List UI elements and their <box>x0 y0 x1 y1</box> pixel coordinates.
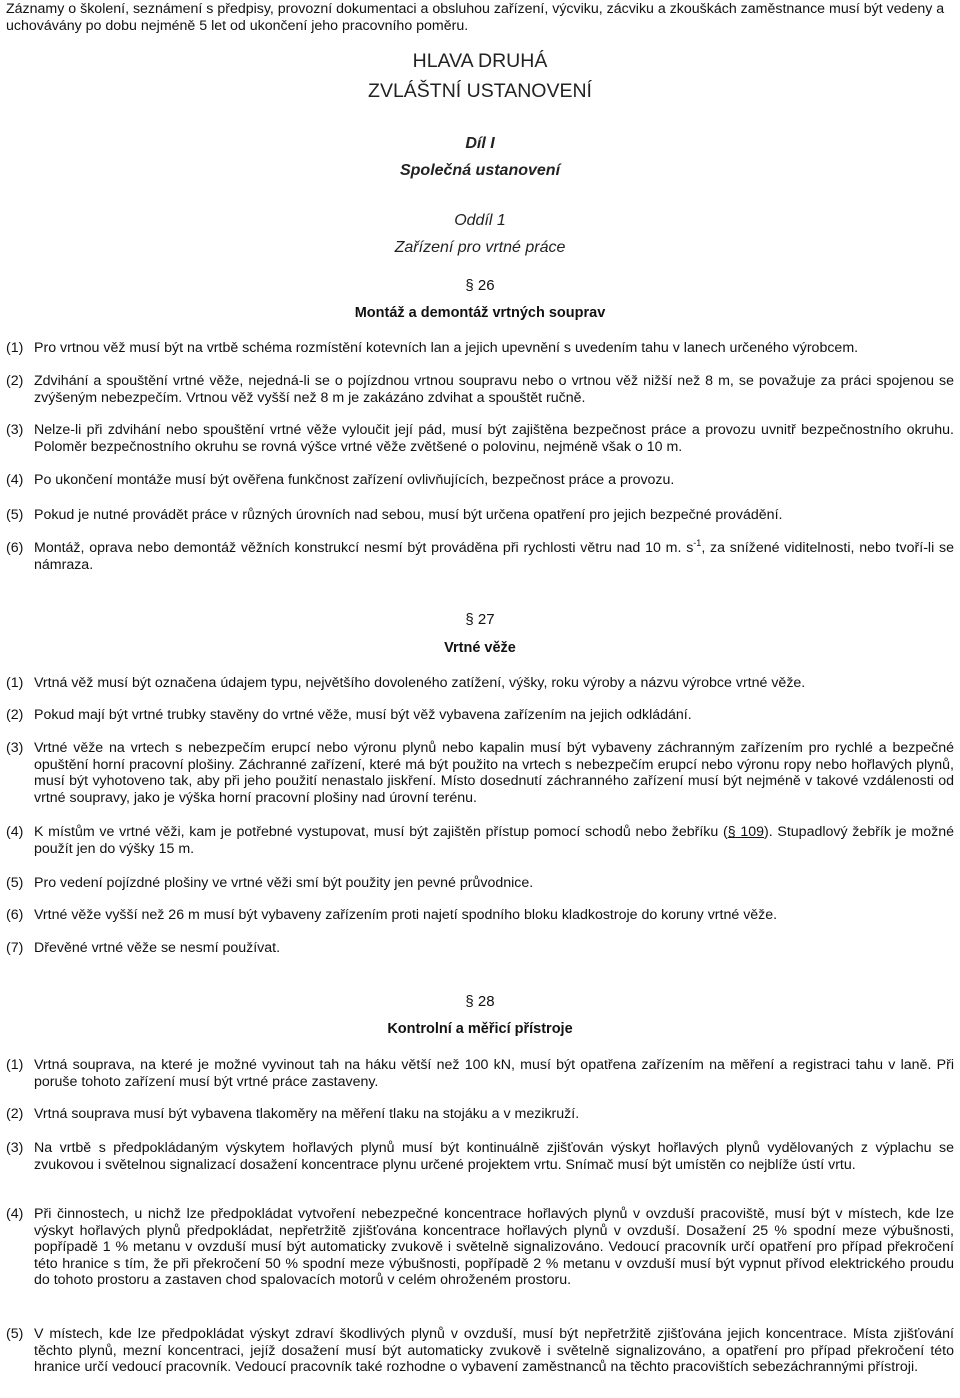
paragraph-number: (5) <box>6 875 24 891</box>
paragraph-text: Montáž, oprava nebo demontáž věžních konstrukcí nesmí být prováděna při rychlosti větru nad 10 m. $s^{-1}$, za snížené viditelnosti, nebo tvoří-li se námraza. <box>34 538 954 573</box>
paragraph <box>6 824 954 857</box>
paragraph-number: (1) <box>6 675 24 691</box>
paragraph-number: (6) <box>6 907 24 923</box>
paragraph-text: Pokud je nutné provádět práce v různých úrovních nad sebou, musí být určena opatření pro jejich bezpečné provádění. <box>34 507 783 523</box>
section-sign-icon: § <box>465 611 478 628</box>
paragraph-link[interactable]: § 109 <box>727 824 764 840</box>
paragraph <box>6 507 954 524</box>
oddil-title: Zařízení pro vrtné práce <box>394 239 566 256</box>
paragraph-number: (2) <box>6 373 24 389</box>
paragraph-text: Vrtná souprava, na které je možné vyvinout tah na háku větší než 100 kN, musí být opatřena zařízením na měření a registraci tahu v laně. Při poruše tohoto zařízení musí být vrtné práce zastaveny. <box>34 1057 954 1090</box>
paragraph-number: (4) <box>6 824 24 840</box>
paragraph-number: (7) <box>6 940 24 956</box>
paragraph <box>6 540 954 573</box>
paragraph-text: Nelze-li při zdvihání nebo spouštění vrtné věže vyloučit její pád, musí být zajištěna bezpečnost práce a provozu uvnitř bezpečnostního okruhu. Poloměr bezpečnostního okruhu se rovná výšce vrtné věže zvětšené o polovinu, nejméně však o 10 m. <box>34 422 954 455</box>
paragraph <box>6 1057 954 1090</box>
part-title: HLAVA DRUHÁ <box>412 50 548 72</box>
paragraph-text: V místech, kde lze předpokládat výskyt zdraví škodlivých plynů v ovzduší, musí být nepřetržitě zjišťována jejich koncentrace. Místa zjišťování těchto plynů, mezní koncentraci, jejíž dosažení musí být automaticky zvukově i světelně signalizováno, a opatření pro případ překročení této hranice určí vedoucí pracovník. Vedoucí pracovník také rozhodne o vybavení zaměstnanců na těchto pracovištích sebezáchrannými přístroji. <box>34 1326 954 1376</box>
paragraph-text: Dřevěné vrtné věže se nesmí používat. <box>34 940 281 956</box>
paragraph-text: Pro vedení pojízdné plošiny ve vrtné věži smí být použity jen pevné průvodnice. <box>34 875 534 891</box>
section-sign-icon: § <box>727 824 736 840</box>
paragraph <box>6 373 954 406</box>
paragraph-number: (2) <box>6 707 24 723</box>
section-title: Vrtné věže <box>444 640 516 656</box>
paragraph-text: Pokud mají být vrtné trubky stavěny do vrtné věže, musí být věž vybavena zařízením na jejich odkládání. <box>34 707 692 723</box>
paragraph-number: (2) <box>6 1106 24 1122</box>
section-number: § 26 <box>465 277 495 294</box>
paragraph-text: Pro vrtnou věž musí být na vrtbě schéma rozmístění kotevních lan a jejich upevnění s uvedením tahu v lanech určeného výrobcem. <box>34 340 859 356</box>
section-title: Montáž a demontáž vrtných souprav <box>354 305 606 321</box>
paragraph-number: (3) <box>6 740 24 756</box>
oddil-heading: Oddíl 1 <box>454 212 506 229</box>
paragraph-number: (3) <box>6 422 24 438</box>
paragraph <box>6 422 954 455</box>
paragraph <box>6 472 954 489</box>
paragraph-text: Vrtné věže vyšší než 26 m musí být vybaveny zařízením proti najetí spodního bloku kladkostroje do koruny vrtné věže. <box>34 907 778 923</box>
paragraph-number: (5) <box>6 1326 24 1342</box>
dil-heading: Díl I <box>465 135 495 152</box>
paragraph <box>6 707 954 724</box>
paragraph-text: Po ukončení montáže musí být ověřena funkčnost zařízení ovlivňujících, bezpečnost práce a provozu. <box>34 472 675 488</box>
part-subtitle: ZVLÁŠTNÍ USTANOVENÍ <box>368 80 592 102</box>
paragraph-number: (4) <box>6 1206 24 1222</box>
paragraph <box>6 675 954 692</box>
section-title: Kontrolní a měřicí přístroje <box>387 1021 573 1037</box>
paragraph-text: Vrtné věže na vrtech s nebezpečím erupcí nebo výronu plynů nebo kapalin musí být vybaveny záchranným zařízením pro rychlé a bezpečné opuštění horní pracovní plošiny. Záchranné zařízení, které má být použito na vrtech s nebezpečím erupcí nebo výronu ropy nebo hořlavých plynů, musí být vyhotoveno tak, aby při jeho použití nenastalo jiskření. Místo dosednutí záchranného zařízení musí být nejméně v takové vzdálenosti od vrtné soupravy, jako je výška horní pracovní plošiny nad úrovní terénu. <box>34 740 954 806</box>
paragraph <box>6 940 954 957</box>
paragraph <box>6 1206 954 1289</box>
intro-paragraph: Záznamy o školení, seznámení s předpisy, provozní dokumentaci a obsluhou zařízení, výcviku, zácviku a zkouškách zaměstnance musí být vedeny a uchovávány po dobu nejméně 5 let od ukončení jeho pracovního poměru. <box>6 1 945 34</box>
paragraph <box>6 1106 954 1123</box>
paragraph-text: Vrtná souprava musí být vybavena tlakoměry na měření tlaku na stojáku a v mezikruží. <box>34 1106 580 1122</box>
paragraph <box>6 907 954 924</box>
paragraph <box>6 340 954 357</box>
section-sign-icon: § <box>465 993 478 1010</box>
dil-title: Společná ustanovení <box>399 162 561 179</box>
section-number: § 28 <box>465 993 495 1010</box>
paragraph-number: (3) <box>6 1140 24 1156</box>
paragraph-text: K místům ve vrtné věži, kam je potřebné vystupovat, musí být zajištěn přístup pomocí schodů nebo žebříku (§ 109). Stupadlový žebřík je možné použít jen do výšky 15 m. <box>34 824 954 857</box>
section-sign-icon: § <box>465 277 478 294</box>
paragraph-number: (5) <box>6 507 24 523</box>
paragraph-text: Při činnostech, u nichž lze předpokládat vytvoření nebezpečné koncentrace hořlavých plynů v ovzduší pracoviště, musí být v místech, kde lze výskyt hořlavých plynů předpokládat, nepřetržitě zjišťována koncentrace hořlavých plynů v ovzduší. Dosažení 25 % spodní meze výbušnosti, popřípadě 1 % metanu v ovzduší musí být automaticky zvukově i světelně signalizováno. Vedoucí pracovník určí opatření pro případ překročení této hranice s tím, že při překročení 50 % spodní meze výbušnosti, popřípadě 2 % metanu v ovzduší musí být vypnut přívod elektrického proudu do tohoto prostoru a zastaven chod spalovacích motorů v celém ohroženém prostoru. <box>34 1206 954 1289</box>
paragraph <box>6 1140 954 1173</box>
paragraph-number: (6) <box>6 540 24 556</box>
paragraph-number: (1) <box>6 1057 24 1073</box>
paragraph-number: (1) <box>6 340 24 356</box>
paragraph-text: Vrtná věž musí být označena údajem typu, největšího dovoleného zatížení, výšky, roku výroby a názvu výrobce vrtné věže. <box>34 675 806 691</box>
paragraph <box>6 1326 954 1376</box>
paragraph-number: (4) <box>6 472 24 488</box>
paragraph-text: Na vrtbě s předpokládaným výskytem hořlavých plynů musí být kontinuálně zjišťován výskyt hořlavých plynů vydělovaných z výplachu se zvukovou i světelnou signalizací dosažení koncentrace plynu určené projektem vrtu. Snímač musí být umístěn co nejblíže ústí vrtu. <box>34 1140 954 1173</box>
paragraph <box>6 740 954 806</box>
section-number: § 27 <box>465 611 495 628</box>
paragraph <box>6 875 954 892</box>
paragraph-text: Zdvihání a spouštění vrtné věže, nejedná-li se o pojízdnou vrtnou soupravu nebo o vrtnou věž nižší než 8 m, se považuje za práci spojenou se zvýšeným nebezpečím. Vrtnou věž vyšší než 8 m je zakázáno zdvihat a spouštět ručně. <box>34 373 954 406</box>
